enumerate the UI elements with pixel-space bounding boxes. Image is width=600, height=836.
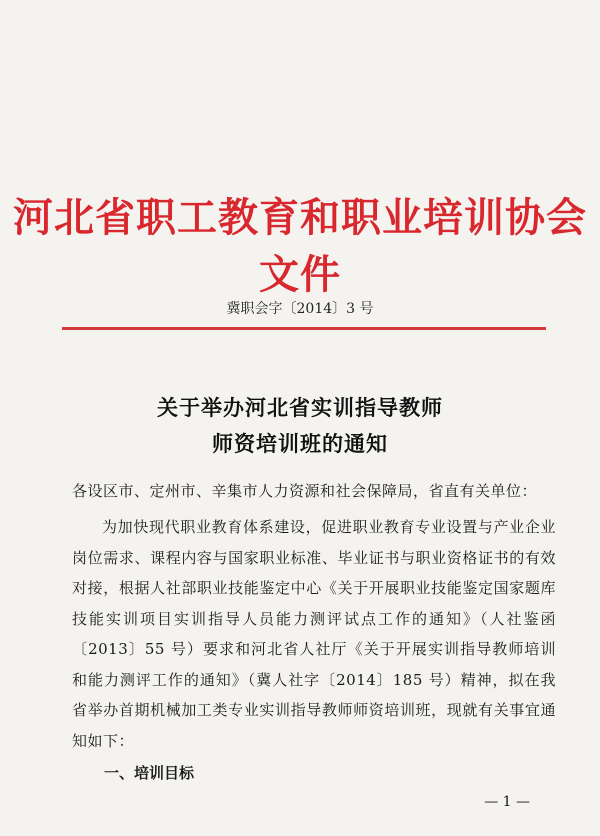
addressee-line: 各设区市、定州市、辛集市人力资源和社会保障局，省直有关单位： — [72, 482, 538, 500]
document-number: 冀职会字〔2014〕3 号 — [226, 301, 374, 317]
page-number: — 1 — — [484, 794, 530, 810]
notice-title-line-2: 师资培训班的通知 — [212, 431, 388, 456]
notice-title-line-1: 关于举办河北省实训指导教师 — [157, 395, 443, 420]
section-heading-training-goal: 一、培训目标 — [104, 764, 195, 782]
org-header-title: 河北省职工教育和职业培训协会文件 — [13, 194, 587, 298]
body-paragraph: 为加快现代职业教育体系建设，促进职业教育专业设置与产业企业岗位需求、课程内容与国家职业标准、毕业证书与职业资格证书的有效对接，根据人社部职业技能鉴定中心《关于开展职业技能鉴定国家题库技能实训项目实训指导人员能力测评试点工作的通知》（人社鉴函〔2013〕55 号）要求和河北省人社厅《关于开展实训指导教师培训和能力测评工作的通知》（冀人社字〔2014〕185 号）精神，拟在我省举办首期机械加工类专业实训指导教师师资培训班，现就有关事宜通知如下： — [72, 518, 556, 750]
red-divider-rule — [62, 327, 546, 330]
